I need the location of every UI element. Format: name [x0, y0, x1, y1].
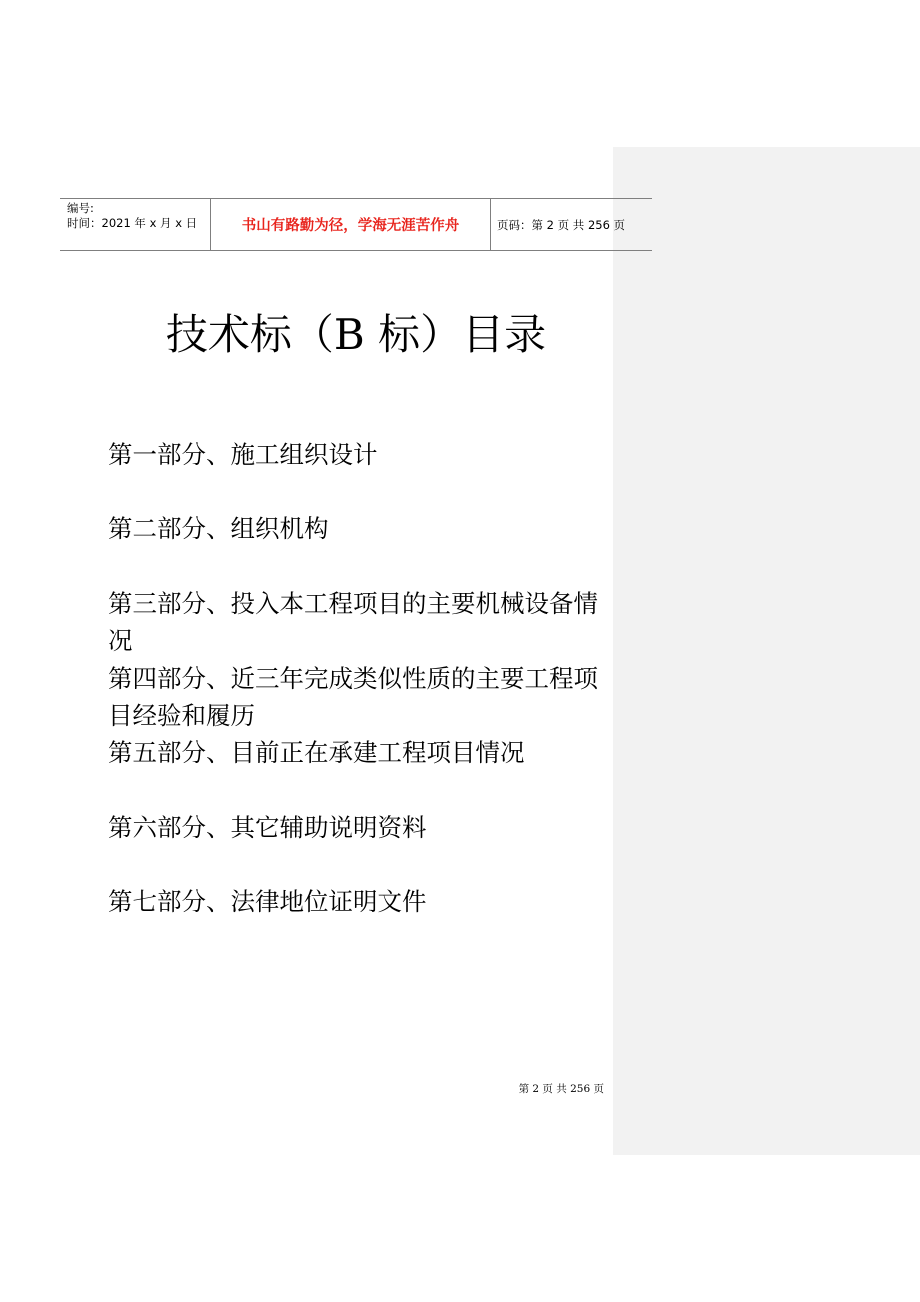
toc-item: 第三部分、投入本工程项目的主要机械设备情况 — [108, 589, 598, 655]
toc-item: 第六部分、其它辅助说明资料 — [108, 813, 427, 842]
header-motto-cell — [211, 199, 491, 250]
header-time-label: 时间：2021 年 x 月 x 日 — [67, 216, 198, 230]
page-header — [60, 198, 652, 251]
toc-item: 第五部分、目前正在承建工程项目情况 — [108, 738, 525, 767]
toc-item: 第二部分、组织机构 — [108, 514, 329, 543]
header-meta-cell — [60, 199, 211, 250]
header-page-info: 页码：第 2 页 共 256 页 — [497, 217, 626, 232]
toc-item: 第一部分、施工组织设计 — [108, 440, 378, 469]
toc-item: 第七部分、法律地位证明文件 — [108, 887, 427, 916]
document-title: 技术标（B 标）目录 — [165, 310, 547, 359]
toc-item: 第四部分、近三年完成类似性质的主要工程项目经验和履历 — [108, 664, 598, 730]
comment-margin-pane — [613, 147, 920, 1155]
page-footer: 第 2 页 共 256 页 — [518, 1083, 604, 1095]
header-page-cell — [491, 199, 652, 250]
header-number-label: 编号: — [67, 201, 94, 215]
header-motto: 书山有路勤为径，学海无涯苦作舟 — [241, 218, 460, 234]
